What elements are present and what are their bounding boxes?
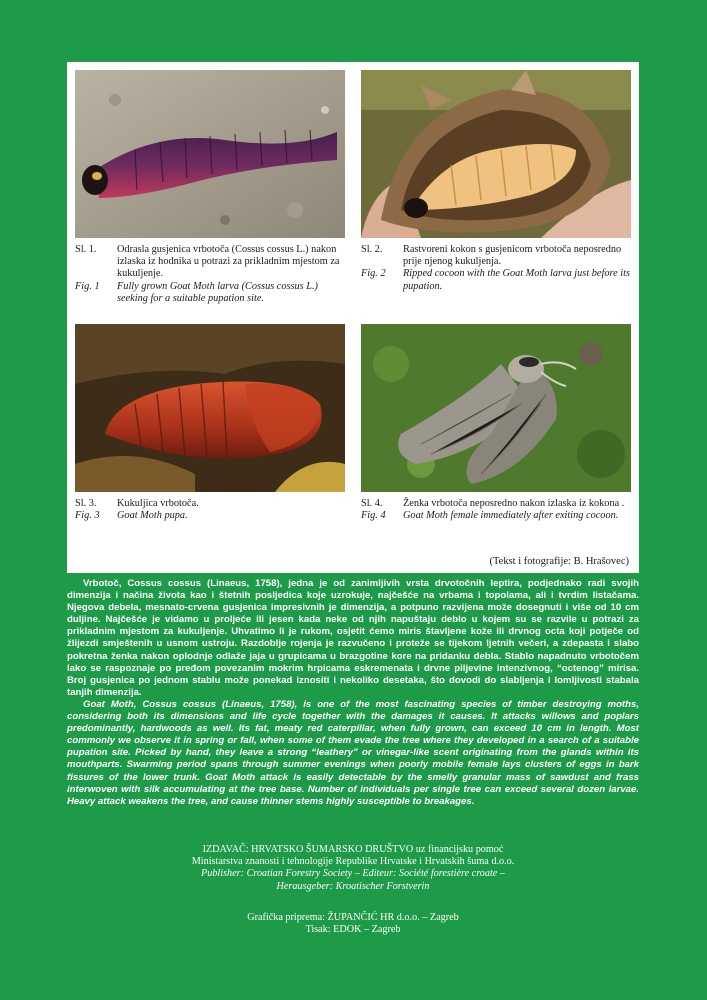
- article-body: [67, 578, 639, 808]
- figure-4-text-hr: Ženka vrbotoča neposredno nakon izlaska iz kokona .: [403, 498, 625, 509]
- publisher-line-3: Publisher: Croatian Forestry Society – Editeur: Société forestière croate –: [201, 868, 505, 880]
- figure-3-label-en: Fig. 3: [75, 510, 100, 522]
- figure-3-text-en: Goat Moth pupa.: [117, 510, 188, 522]
- photo-cocoon-with-larva: [361, 70, 631, 238]
- figure-1-label-en: Fig. 1: [75, 280, 100, 292]
- photo-pupa: [75, 324, 345, 492]
- figure-1-caption: [75, 244, 345, 305]
- photo-female-moth: [361, 324, 631, 492]
- figure-3-caption: [75, 498, 345, 522]
- figure-2-text-hr: Rastvoreni kokon s gusjenicom vrbotoča neposredno prije njenog kukuljenja.: [403, 244, 622, 268]
- figure-4-text-en: Goat Moth female immediately after exiting cocoon.: [403, 510, 619, 522]
- figure-2-label-en: Fig. 2: [361, 268, 386, 280]
- print-line-2: Tisak: EDOK – Zagreb: [305, 924, 401, 936]
- publisher-line-4: Herausgeber: Kroatischer Forstverin: [276, 880, 430, 892]
- figure-1-label-hr: Sl. 1.: [75, 244, 97, 255]
- figure-2-label-hr: Sl. 2.: [361, 244, 383, 255]
- photo-credit: (Tekst i fotografije: B. Hrašovec): [489, 556, 629, 567]
- figure-4-caption: [361, 498, 631, 522]
- figure-4-label-hr: Sl. 4.: [361, 498, 383, 509]
- figure-3-text-hr: Kukuljica vrbotoča.: [117, 498, 199, 509]
- publisher-block: [67, 844, 639, 893]
- publisher-line-1: IZDAVAČ: HRVATSKO ŠUMARSKO DRUŠTVO uz financijsku pomoć: [202, 844, 504, 855]
- print-info: [67, 912, 639, 936]
- figure-1-text-hr: Odrasla gusjenica vrbotoča (Cossus cossus L.) nakon izlaska iz hodnika u potrazi za prikladnim mjestom za kukuljenje.: [117, 244, 340, 280]
- article-paragraph-hr: Vrbotoč, Cossus cossus (Linaeus, 1758), jedna je od zanimljivih vrsta drvotočnih leptira, podjednako radi svojih dimenzija i načina života kao i štetnih posljedica koje uzrokuje, najčešće na vrbama i topolama, ali i tvrdim listačama. Njegova debela, mesnato-crvena gusjenica impresivnih je dimenzija, a potpuno razvijena može dosegnuti i više od 10 cm duljine. Najčešće je vidamo u proljeće ili jesen kada neke od njih napuštaju deblo u kojem su se razvile u potrazi za prikladnim mjestom za kukuljenje. Uhvatimo li je rukom, osjetit ćemo miris štavljene kože ili drvnog octa koji potječe od žlijezdi smještenih u usnom ustroju. Razdoblje rojenja je razvučeno i proteže se tijekom ljetnih večeri, a zdepasta i slabo pokretna ženka nakon oplodnje odlaže jaja u grupicama u brazgotine kore na pridanku debla. Stablo napadnuto vrbotočem lako se raspoznaje po pređom povezanim mokrim hrpicama eskremenata i drvne piljevine intenzivnog, “octenog” mirisa. Broj gusjenica po jednom stablu može ponekad iznositi i nekoliko desetaka, što dovodi do slabljenja i lomljivosti stabala tanjih dimenzija.: [67, 578, 639, 698]
- photo-larva-on-ground: [75, 70, 345, 238]
- publisher-line-2: Ministarstva znanosti i tehnologije Republike Hrvatske i Hrvatskih šuma d.o.o.: [191, 856, 515, 868]
- figure-2-caption: [361, 244, 631, 293]
- figure-3-label-hr: Sl. 3.: [75, 498, 97, 509]
- figure-1-text-en: Fully grown Goat Moth larva (Cossus cossus L.) seeking for a suitable pupation site.: [117, 280, 318, 304]
- article-paragraph-en: Goat Moth, Cossus cossus (Linaeus, 1758), is one of the most fascinating species of timber destroying moths, considering both its dimensions and life cycle together with the damages it causes. It attacks willows and poplars predominantly, hardwoods as well. Its fat, meaty red caterpillar, when fully grown, can exceed 10 cm in length. Most commonly we observe it in spring or fall, when some of them evade the tree where they developed in a search of a suitable pupation site. Picked by hand, they leave a strong “leathery” or vinegar-like scent originating from the glands within its mouthparts. Swarming period spans through summer evenings when poorly mobile female lays clusters of eggs in bark fissures of the lower trunk. Goat Moth attack is easily detectable by the smelly granular mass of sawdust and frass interwoven with silk accumulating at the tree base. Number of individuals per single tree can exceed several dozen larvae. Heavy attack weakens the tree, and cause thinner stems highly susceptible to breakages.: [67, 698, 639, 807]
- figure-4-label-en: Fig. 4: [361, 510, 386, 522]
- figure-2-text-en: Ripped cocoon with the Goat Moth larva just before its pupation.: [403, 268, 630, 292]
- figure-panel: [67, 62, 639, 573]
- print-line-1: Grafička priprema: ŽUPANČIĆ HR d.o.o. – Zagreb: [247, 912, 459, 923]
